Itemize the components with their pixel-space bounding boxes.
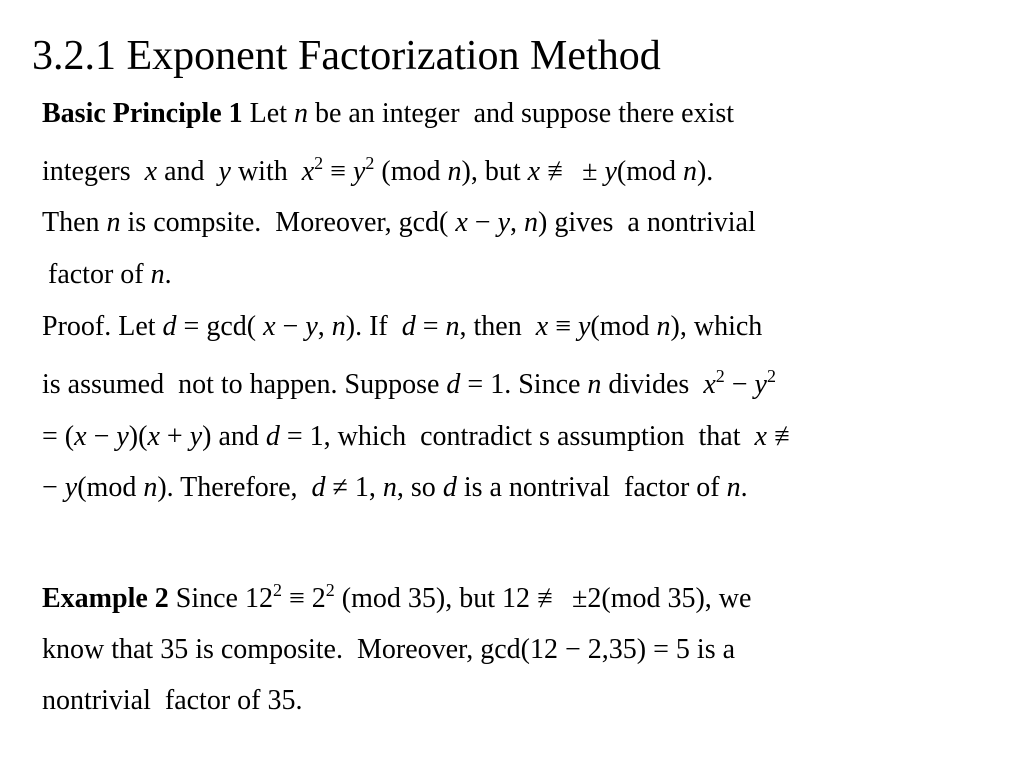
example-line-2: know that 35 is composite. Moreover, gcd(12 − 2,35) = 5 is a bbox=[42, 634, 736, 665]
principle-line-3: Then n is compsite. Moreover, gcd( x − y, n) gives a nontrivial bbox=[42, 207, 756, 238]
example-line-1: Example 2 Since $12^2 \equiv 2^2$ (mod 35), but 12 ≢ ±2(mod 35), we bbox=[42, 580, 752, 614]
slide-title: 3.2.1 Exponent Factorization Method bbox=[32, 33, 661, 79]
principle-label: Basic Principle 1 bbox=[42, 98, 243, 129]
proof-line-4: − y(mod n). Therefore, d ≠ 1, n, so d is a nontrival factor of n. bbox=[42, 472, 748, 503]
principle-line-4: factor of n. bbox=[48, 259, 172, 290]
example-line-3: nontrivial factor of 35. bbox=[42, 685, 303, 716]
principle-line-2: integers x and y with $x^2 \equiv y^2$ (mod n), but x ≢ ± y(mod n). bbox=[42, 153, 714, 187]
proof-line-2: is assumed not to happen. Suppose d = 1. Since n divides $x^2 - y^2$ bbox=[42, 366, 776, 400]
example-label: Example 2 bbox=[42, 583, 169, 614]
principle-line-1: Basic Principle 1 Let n be an integer and suppose there exist bbox=[42, 98, 735, 129]
proof-line-1: Proof. Let d = gcd( x − y, n). If d = n, then x ≡ y(mod n), which bbox=[42, 311, 763, 342]
proof-line-3: = (x − y)(x + y) and d = 1, which contradict s assumption that x ≢ bbox=[42, 421, 802, 452]
